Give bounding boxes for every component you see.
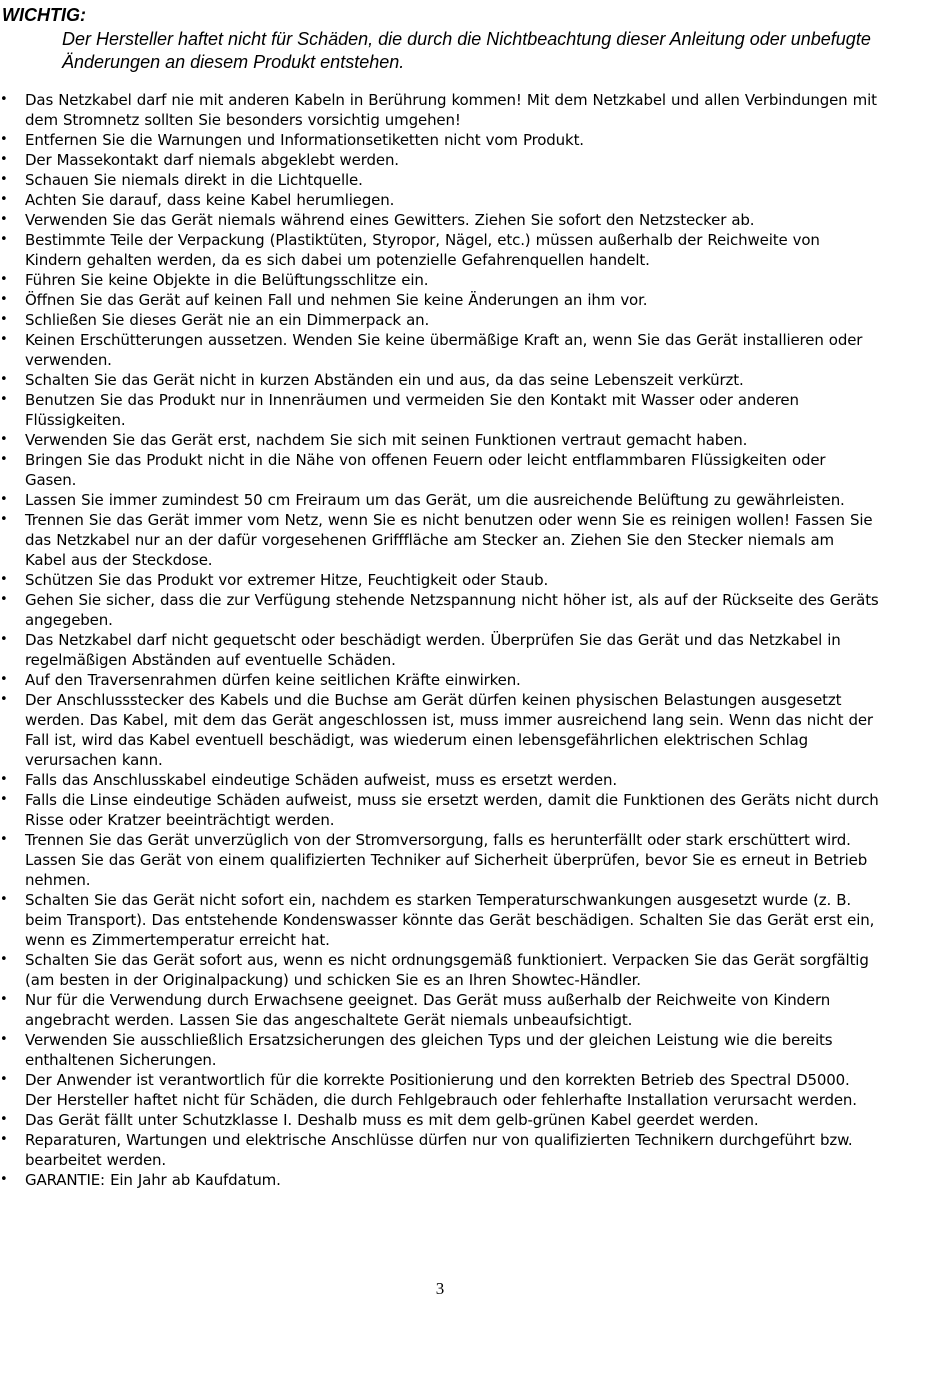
bullet-icon: •: [0, 292, 8, 307]
warning-title: WICHTIG:: [2, 5, 86, 25]
bullet-icon: •: [0, 1072, 8, 1087]
safety-instruction-item: [0, 570, 880, 590]
bullet-icon: •: [0, 392, 8, 407]
safety-instruction-text: Bestimmte Teile der Verpackung (Plastiktüten, Styropor, Nägel, etc.) müssen außerhalb der Reichweite von Kindern gehalten werden, da es sich dabei um potenzielle Gefahrenquellen handelt.: [25, 231, 820, 269]
safety-instruction-text: Trennen Sie das Gerät unverzüglich von der Stromversorgung, falls es herunterfällt oder stark erschüttert wird. Lassen Sie das Gerät von einem qualifizierten Techniker auf Sicherheit überprüfen, bevor Sie es erneut in Betrieb nehmen.: [25, 831, 868, 889]
safety-instruction-text: Trennen Sie das Gerät immer vom Netz, wenn Sie es nicht benutzen oder wenn Sie es reinigen wollen! Fassen Sie das Netzkabel nur an der dafür vorgesehenen Grifffläche am Stecker an. Ziehen Sie den Stecker niemals am Kabel aus der Steckdose.: [25, 511, 873, 569]
safety-instruction-item: [0, 490, 880, 510]
safety-instruction-text: Lassen Sie immer zumindest 50 cm Freiraum um das Gerät, um die ausreichende Belüftung zu gewährleisten.: [25, 491, 845, 509]
safety-instruction-text: Das Netzkabel darf nie mit anderen Kabeln in Berührung kommen! Mit dem Netzkabel und allen Verbindungen mit dem Stromnetz sollten Sie besonders vorsichtig umgehen!: [25, 91, 877, 129]
bullet-icon: •: [0, 372, 8, 387]
bullet-icon: •: [0, 992, 8, 1007]
bullet-icon: •: [0, 632, 8, 647]
safety-instruction-text: Keinen Erschütterungen aussetzen. Wenden Sie keine übermäßige Kraft an, wenn Sie das Gerät installieren oder verwenden.: [25, 331, 863, 369]
safety-instruction-text: Gehen Sie sicher, dass die zur Verfügung stehende Netzspannung nicht höher ist, als auf der Rückseite des Geräts angegeben.: [25, 591, 879, 629]
safety-instruction-item: [0, 990, 880, 1030]
safety-instruction-text: Schalten Sie das Gerät sofort aus, wenn es nicht ordnungsgemäß funktioniert. Verpacken Sie das Gerät sorgfältig (am besten in der Originalpackung) und schicken Sie es an Ihren Showtec-Händler.: [25, 951, 869, 989]
safety-instruction-item: [0, 190, 880, 210]
warning-text: Der Hersteller haftet nicht für Schäden, die durch die Nichtbeachtung dieser Anleitung oder unbefugte Änderungen an diesem Produkt entstehen.: [62, 29, 871, 72]
safety-instruction-item: [0, 830, 880, 890]
safety-instruction-item: [0, 150, 880, 170]
safety-instruction-item: [0, 590, 880, 630]
safety-instruction-text: Falls das Anschlusskabel eindeutige Schäden aufweist, muss es ersetzt werden.: [25, 771, 617, 789]
bullet-icon: •: [0, 312, 8, 327]
safety-instruction-item: [0, 690, 880, 770]
safety-instruction-item: [0, 390, 880, 430]
bullet-icon: •: [0, 832, 8, 847]
safety-instruction-item: [0, 330, 880, 370]
bullet-icon: •: [0, 1112, 8, 1127]
safety-instruction-item: [0, 670, 880, 690]
safety-instruction-item: [0, 170, 880, 190]
bullet-icon: •: [0, 152, 8, 167]
safety-instruction-text: Schalten Sie das Gerät nicht in kurzen Abständen ein und aus, da das seine Lebenszeit verkürzt.: [25, 371, 744, 389]
bullet-icon: •: [0, 492, 8, 507]
bullet-icon: •: [0, 272, 8, 287]
safety-instruction-item: [0, 130, 880, 150]
safety-instruction-item: [0, 310, 880, 330]
safety-instruction-text: Der Massekontakt darf niemals abgeklebt werden.: [25, 151, 399, 169]
bullet-icon: •: [0, 1172, 8, 1187]
safety-instruction-text: Bringen Sie das Produkt nicht in die Nähe von offenen Feuern oder leicht entflammbaren Flüssigkeiten oder Gasen.: [25, 451, 826, 489]
bullet-icon: •: [0, 672, 8, 687]
safety-instruction-text: Der Anschlussstecker des Kabels und die Buchse am Gerät dürfen keinen physischen Belastungen ausgesetzt werden. Das Kabel, mit dem das Gerät angeschlossen ist, muss immer ausreichend lang sein. Wenn das nicht der Fall ist, wird das Kabel eventuell beschädigt, was wiederum einen lebensgefährlichen elektrischen Schlag verursachen kann.: [25, 691, 873, 769]
safety-instruction-item: [0, 950, 880, 990]
bullet-icon: •: [0, 952, 8, 967]
safety-instruction-text: Das Netzkabel darf nicht gequetscht oder beschädigt werden. Überprüfen Sie das Gerät und das Netzkabel in regelmäßigen Abständen auf eventuelle Schäden.: [25, 631, 841, 669]
safety-instruction-item: [0, 510, 880, 570]
safety-instruction-item: [0, 1130, 880, 1170]
safety-instruction-item: [0, 290, 880, 310]
safety-instruction-text: Achten Sie darauf, dass keine Kabel herumliegen.: [25, 191, 395, 209]
bullet-icon: •: [0, 772, 8, 787]
safety-instruction-text: Entfernen Sie die Warnungen und Informationsetiketten nicht vom Produkt.: [25, 131, 584, 149]
safety-instruction-item: [0, 210, 880, 230]
safety-instruction-item: [0, 230, 880, 270]
safety-instruction-text: Öffnen Sie das Gerät auf keinen Fall und nehmen Sie keine Änderungen an ihm vor.: [25, 291, 648, 309]
safety-instruction-item: [0, 430, 880, 450]
safety-instruction-text: Verwenden Sie ausschließlich Ersatzsicherungen des gleichen Typs und der gleichen Leistung wie die bereits enthaltenen Sicherungen.: [25, 1031, 833, 1069]
bullet-icon: •: [0, 192, 8, 207]
safety-instruction-text: Auf den Traversenrahmen dürfen keine seitlichen Kräfte einwirken.: [25, 671, 521, 689]
bullet-icon: •: [0, 432, 8, 447]
bullet-icon: •: [0, 572, 8, 587]
safety-instruction-text: Schließen Sie dieses Gerät nie an ein Dimmerpack an.: [25, 311, 430, 329]
safety-instruction-text: Der Anwender ist verantwortlich für die korrekte Positionierung und den korrekten Betrieb des Spectral D5000. Der Hersteller haftet nicht für Schäden, die durch Fehlgebrauch oder fehlerhafte Installation verursacht werden.: [25, 1071, 857, 1109]
safety-instruction-item: [0, 1110, 880, 1130]
bullet-icon: •: [0, 132, 8, 147]
safety-instruction-text: Benutzen Sie das Produkt nur in Innenräumen und vermeiden Sie den Kontakt mit Wasser oder anderen Flüssigkeiten.: [25, 391, 799, 429]
safety-instruction-text: Schützen Sie das Produkt vor extremer Hitze, Feuchtigkeit oder Staub.: [25, 571, 549, 589]
bullet-icon: •: [0, 172, 8, 187]
bullet-icon: •: [0, 592, 8, 607]
safety-instruction-text: Reparaturen, Wartungen und elektrische Anschlüsse dürfen nur von qualifizierten Technikern durchgeführt bzw. bearbeitet werden.: [25, 1131, 853, 1169]
bullet-icon: •: [0, 892, 8, 907]
bullet-icon: •: [0, 232, 8, 247]
safety-instruction-item: [0, 1030, 880, 1070]
bullet-icon: •: [0, 92, 8, 107]
safety-instruction-text: Das Gerät fällt unter Schutzklasse I. Deshalb muss es mit dem gelb-grünen Kabel geerdet werden.: [25, 1111, 759, 1129]
bullet-icon: •: [0, 212, 8, 227]
safety-instruction-text: Verwenden Sie das Gerät niemals während eines Gewitters. Ziehen Sie sofort den Netzstecker ab.: [25, 211, 755, 229]
safety-instruction-item: [0, 270, 880, 290]
safety-instruction-text: Falls die Linse eindeutige Schäden aufweist, muss sie ersetzt werden, damit die Funktionen des Geräts nicht durch Risse oder Kratzer beeinträchtigt werden.: [25, 791, 879, 829]
safety-instruction-item: [0, 630, 880, 670]
safety-instruction-item: [0, 790, 880, 830]
safety-instruction-text: Verwenden Sie das Gerät erst, nachdem Sie sich mit seinen Funktionen vertraut gemacht haben.: [25, 431, 748, 449]
bullet-icon: •: [0, 332, 8, 347]
safety-instruction-item: [0, 890, 880, 950]
safety-instruction-text: GARANTIE: Ein Jahr ab Kaufdatum.: [25, 1171, 281, 1189]
safety-instruction-item: [0, 1070, 880, 1110]
page-number: 3: [435, 1279, 445, 1298]
safety-instruction-text: Nur für die Verwendung durch Erwachsene geeignet. Das Gerät muss außerhalb der Reichweite von Kindern angebracht werden. Lassen Sie das angeschaltete Gerät niemals unbeaufsichtigt.: [25, 991, 831, 1029]
safety-instruction-text: Führen Sie keine Objekte in die Belüftungsschlitze ein.: [25, 271, 429, 289]
safety-instruction-text: Schalten Sie das Gerät nicht sofort ein, nachdem es starken Temperaturschwankungen ausgesetzt wurde (z. B. beim Transport). Das entstehende Kondenswasser könnte das Gerät beschädigen. Schalten Sie das Gerät erst ein, wenn es Zimmertemperatur erreicht hat.: [25, 891, 875, 949]
safety-instruction-item: [0, 90, 880, 130]
safety-instruction-item: [0, 770, 880, 790]
safety-instruction-item: [0, 1170, 880, 1190]
bullet-icon: •: [0, 452, 8, 467]
bullet-icon: •: [0, 1132, 8, 1147]
bullet-icon: •: [0, 1032, 8, 1047]
safety-instructions-list: [0, 90, 880, 1190]
bullet-icon: •: [0, 792, 8, 807]
safety-instruction-text: Schauen Sie niemals direkt in die Lichtquelle.: [25, 171, 363, 189]
bullet-icon: •: [0, 512, 8, 527]
bullet-icon: •: [0, 692, 8, 707]
safety-instruction-item: [0, 450, 880, 490]
safety-instruction-item: [0, 370, 880, 390]
